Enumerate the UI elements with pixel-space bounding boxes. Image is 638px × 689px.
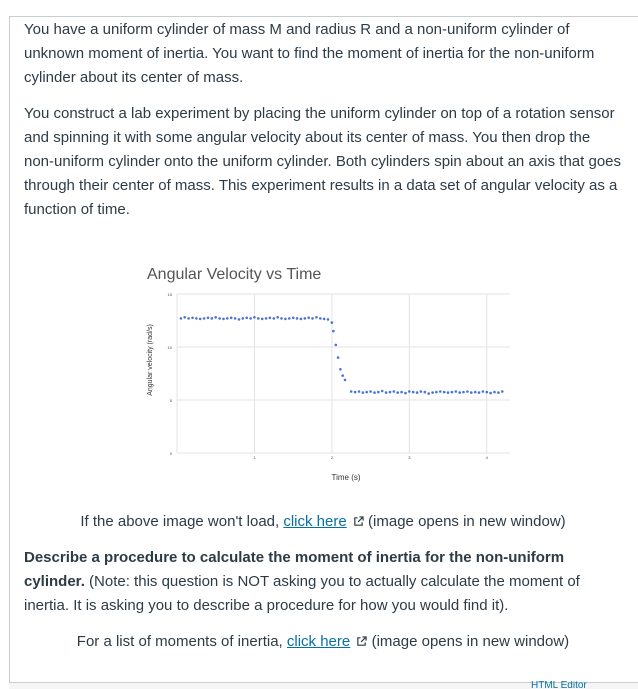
- data-point: [304, 317, 307, 320]
- x-tick-label: 2: [330, 455, 334, 460]
- data-point: [412, 391, 415, 394]
- describe-bold: Describe a procedure to calculate the moment of inertia for the non-uniform cylinder.: [24, 549, 565, 590]
- data-point: [362, 391, 365, 394]
- data-point: [424, 391, 427, 394]
- data-point: [245, 317, 248, 320]
- data-point: [284, 318, 287, 321]
- data-point: [187, 317, 190, 320]
- question-paragraph-2: You construct a lab experiment by placing the uniform cylinder on top of a rotation sensor and spinning it with some angular velocity about its center of mass. You then drop the non-uniform cylinder onto the uniform cylinder. Both cylinders spin about an axis that goes through their center of mass. This experiment results in a data set of angular velocity as a function of time.: [24, 105, 621, 218]
- data-point: [385, 391, 388, 394]
- data-point: [218, 317, 221, 320]
- data-point: [350, 390, 353, 393]
- image-fallback-prefix: If the above image won't load,: [80, 513, 284, 530]
- data-point: [311, 317, 314, 320]
- moments-line: [24, 630, 622, 654]
- y-tick-label: 15: [167, 292, 172, 297]
- html-editor-link[interactable]: HTML Editor: [531, 681, 587, 688]
- chart-title: Angular Velocity vs Time: [147, 266, 322, 283]
- data-point: [497, 391, 500, 394]
- image-fallback-line: [24, 510, 622, 534]
- external-link-icon: [353, 516, 364, 527]
- data-point: [339, 368, 342, 371]
- data-point: [396, 391, 399, 394]
- data-point: [315, 316, 318, 319]
- data-point: [408, 390, 411, 393]
- data-point: [486, 391, 489, 394]
- data-point: [474, 391, 477, 394]
- question-content: [24, 18, 622, 234]
- data-point: [253, 316, 256, 319]
- data-point: [416, 391, 419, 394]
- data-point: [319, 317, 322, 320]
- question-lower-content: [24, 510, 622, 666]
- x-tick-label: 1: [253, 455, 256, 460]
- data-point: [354, 391, 357, 394]
- describe-paragraph: [24, 546, 622, 618]
- data-point: [280, 317, 283, 320]
- moments-prefix: For a list of moments of inertia,: [76, 633, 287, 650]
- data-point: [238, 318, 241, 321]
- data-point: [183, 316, 186, 319]
- data-point: [234, 317, 237, 320]
- data-point: [455, 390, 458, 393]
- data-point: [331, 321, 334, 324]
- data-point: [462, 391, 465, 394]
- data-point: [358, 390, 361, 393]
- data-point: [493, 391, 496, 394]
- data-point: [489, 392, 492, 395]
- external-link-icon: [356, 636, 367, 647]
- data-point: [191, 317, 194, 320]
- data-point: [249, 317, 252, 320]
- data-point: [273, 317, 276, 320]
- data-point: [369, 390, 372, 393]
- data-point: [296, 317, 299, 320]
- data-point: [226, 317, 229, 320]
- data-point: [466, 390, 469, 393]
- y-tick-label: 5: [169, 398, 172, 403]
- chart-points: [180, 316, 504, 395]
- data-point: [482, 390, 485, 393]
- data-point: [431, 391, 434, 394]
- data-point: [195, 317, 198, 320]
- data-point: [458, 391, 461, 394]
- data-point: [276, 316, 279, 319]
- data-point: [377, 391, 380, 394]
- image-fallback-suffix: (image opens in new window): [368, 513, 566, 530]
- data-point: [211, 317, 214, 320]
- data-point: [265, 317, 268, 320]
- chart-xlabel: Time (s): [331, 473, 361, 482]
- data-point: [470, 391, 473, 394]
- data-point: [501, 390, 504, 393]
- data-point: [478, 391, 481, 394]
- data-point: [180, 317, 183, 320]
- data-point: [269, 317, 272, 320]
- data-point: [261, 318, 264, 321]
- data-point: [327, 318, 330, 321]
- data-point: [307, 317, 310, 320]
- data-point: [323, 318, 326, 321]
- data-point: [203, 317, 206, 320]
- data-point: [335, 344, 338, 347]
- data-point: [341, 374, 344, 377]
- data-point: [447, 391, 450, 394]
- data-point: [420, 390, 423, 393]
- data-point: [207, 317, 210, 320]
- data-point: [381, 390, 384, 393]
- image-fallback-link[interactable]: click here: [283, 513, 347, 530]
- data-point: [337, 356, 340, 359]
- data-point: [300, 318, 303, 321]
- x-tick-label: 4: [485, 455, 488, 460]
- data-point: [214, 316, 217, 319]
- data-point: [400, 391, 403, 394]
- data-point: [292, 317, 295, 320]
- data-point: [288, 317, 291, 320]
- data-point: [443, 391, 446, 394]
- x-tick-label: 3: [408, 455, 411, 460]
- describe-note: (Note: this question is NOT asking you to actually calculate the moment of inertia. It is asking you to describe a procedure for how you would find it).: [24, 573, 580, 614]
- data-point: [365, 391, 368, 394]
- data-point: [404, 392, 407, 395]
- chart-ylabel: Angular velocity (rad/s): [147, 324, 154, 396]
- moments-suffix: (image opens in new window): [371, 633, 570, 650]
- data-point: [230, 317, 233, 320]
- angular-velocity-chart: [137, 245, 517, 490]
- data-point: [242, 317, 245, 320]
- data-point: [199, 318, 202, 321]
- y-tick-label: 10: [167, 345, 172, 350]
- data-point: [393, 390, 396, 393]
- data-point: [373, 391, 376, 394]
- moments-link[interactable]: click here: [286, 633, 351, 650]
- y-tick-label: 0: [169, 451, 172, 456]
- data-point: [332, 330, 335, 333]
- chart-svg: [137, 245, 517, 490]
- data-point: [427, 392, 430, 395]
- data-point: [389, 391, 392, 394]
- question-paragraph-1: You have a uniform cylinder of mass M and radius R and a non-uniform cylinder of unknown moment of inertia. You want to find the moment of inertia for the non-uniform cylinder about its center of mass.: [24, 21, 595, 86]
- data-point: [344, 379, 347, 382]
- data-point: [439, 390, 442, 393]
- data-point: [451, 391, 454, 394]
- data-point: [222, 318, 225, 321]
- data-point: [435, 391, 438, 394]
- data-point: [257, 317, 260, 320]
